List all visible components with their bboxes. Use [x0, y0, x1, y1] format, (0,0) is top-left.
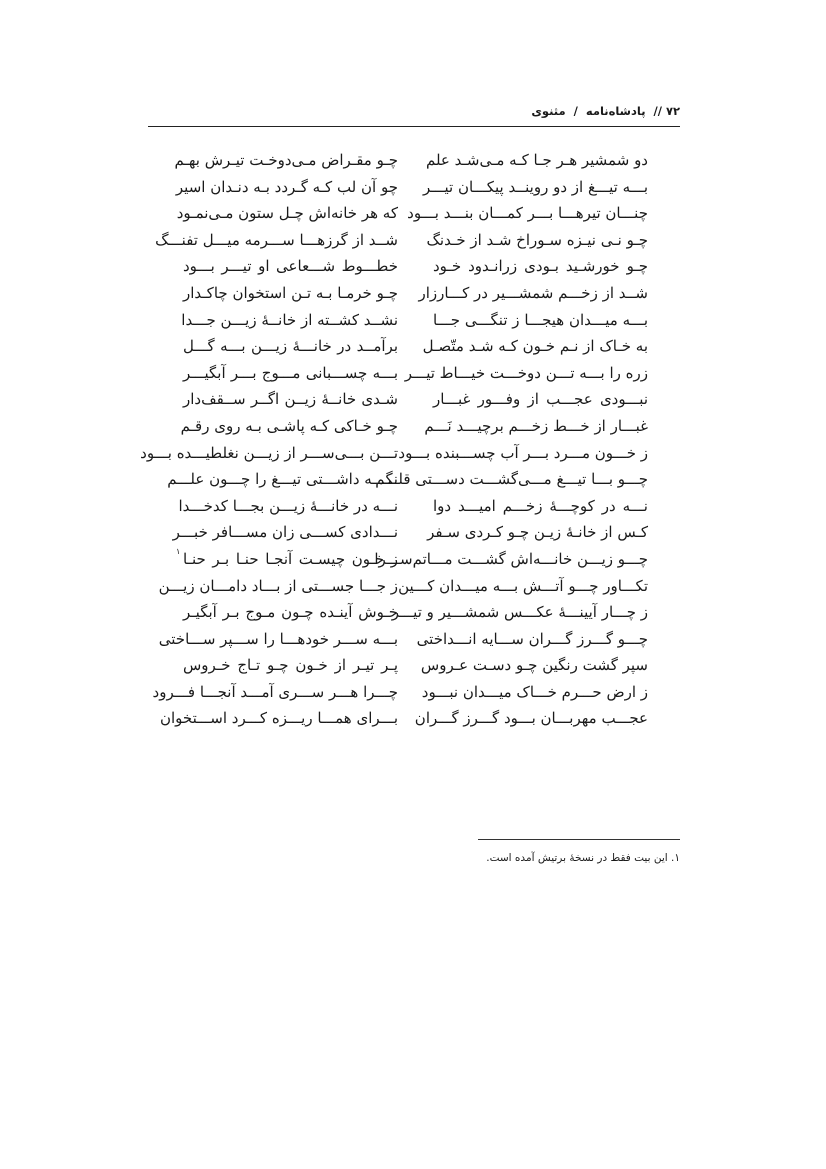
first-hemistich: غبـــار از خـــط زخـــم برچیـــد نَـــم — [424, 416, 648, 435]
second-hemistich: نـــدادی کســـی زان مســـافر خبـــر — [172, 523, 398, 542]
second-hemistich: تـــن بـــی‌ســـر از زیـــن نغلطیـــده بـــود — [140, 443, 398, 462]
couplet — [180, 412, 648, 439]
first-hemistich: سپر گشت رنگین چـو دسـت عـروس — [420, 656, 648, 675]
first-hemistich: بـــه میـــدان هیجـــا ز تنگـــی جـــا — [433, 310, 648, 329]
second-hemistich: شـدی خانــۀ زیــن اگــر ســقف‌دار — [183, 390, 398, 409]
first-hemistich: نـــه در کوچـــۀ زخـــم امیـــد دوا — [433, 496, 648, 515]
second-hemistich: چـــرا هـــر ســـری آمـــد آنجـــا فـــرود — [152, 682, 398, 701]
first-hemistich: عجـــب مهربـــان بـــود گـــرز گـــران — [414, 709, 648, 728]
first-hemistich: به خـاک از نـم خـون کـه شـد متّصـل — [422, 337, 648, 356]
couplet — [167, 465, 648, 492]
second-hemistich: ز خـون چیسـت آنجـا حنـا بـر حنـا — [183, 549, 398, 568]
first-hemistich: چـــو بـــا تیـــغ مـــی‌گشـــت دســـتی قلـــم — [375, 470, 648, 489]
second-hemistich: برآمــد در خانـــۀ زیـــن بـــه گـــل — [183, 337, 398, 356]
couplet — [178, 492, 648, 519]
first-hemistich: چـو نـی نیـزه سـوراخ شـد از خـدنگ — [426, 230, 648, 249]
couplet — [140, 439, 648, 466]
second-hemistich: شــد از گرزهـــا ســـرمه میـــل تفنـــگ — [155, 230, 398, 249]
first-hemistich: دو شمشیر هـر جـا کـه مـی‌شـد علم — [425, 151, 648, 169]
first-hemistich: بـــه تیـــغ از دو روینــد پیکـــان تیـــر — [423, 177, 648, 196]
first-hemistich: ز چـــار آیینـــۀ عکـــس شمشـــیر و تیـــر — [391, 603, 648, 622]
couplet — [183, 359, 648, 386]
couplet — [174, 146, 648, 173]
header-separator: // — [653, 104, 662, 118]
page-number: ۷۲ — [665, 104, 680, 118]
second-hemistich: ز جـــا جســـتی از بـــاد دامـــان زیـــن — [158, 576, 398, 595]
second-hemistich: نشــد کشــته از خانــۀ زیـــن جـــدا — [181, 310, 398, 329]
footnote-divider — [478, 839, 680, 840]
couplet — [172, 518, 648, 545]
couplet — [183, 279, 648, 306]
second-hemistich: نـــه در خانـــۀ زیـــن بجـــا کدخـــدا — [178, 496, 398, 515]
couplet — [176, 545, 648, 572]
footnote-reference: ۱ — [176, 546, 181, 556]
first-hemistich: چنـــان تیرهـــا بـــر کمـــان بنـــد بـــود — [407, 204, 648, 223]
second-hemistich: بـــرای همـــا ریـــزه کـــرد اســـتخوان — [159, 709, 398, 728]
couplet — [159, 704, 648, 731]
second-hemistich: چـو خرمـا بـه تـن استخوان چاکـدار — [183, 283, 398, 302]
couplet — [183, 651, 648, 678]
second-hemistich: بـــه چســـبانی مـــوج بـــر آبگیـــر — [183, 363, 398, 382]
couplet — [183, 332, 648, 359]
book-title: پادشاه‌نامه — [585, 104, 646, 118]
running-header-text — [527, 104, 680, 118]
footnote: ۱. این بیت فقط در نسخۀ برتیش آمده است. — [486, 852, 680, 864]
second-hemistich: بـــه ســـر خودهـــا را ســـپر ســـاختی — [158, 629, 398, 648]
second-hemistich: چـو مقـراض مـی‌دوخـت تیـرش بهـم — [174, 151, 398, 169]
first-hemistich: تکـــاور چـــو آتـــش بـــه میـــدان کـــین — [398, 576, 648, 595]
couplet — [158, 572, 648, 599]
second-hemistich: خـوش آینـده چـون مـوج بـر آبگیـر — [183, 603, 398, 622]
first-hemistich: چـو خورشـید بـودی زرانـدود خـود — [433, 257, 648, 276]
first-hemistich: چـــو زیـــن خانـــه‌اش گشـــت مـــاتم‌ســـرا — [374, 549, 648, 568]
second-hemistich: پـر تیـر از خـون چـو تـاج خـروس — [183, 656, 398, 675]
second-hemistich: چو آن لب کـه گـردد بـه دنـدان اسیر — [175, 177, 398, 196]
header-separator: / — [573, 104, 578, 118]
first-hemistich: زره را بـــه تـــن دوخـــت خیـــاط تیـــر — [404, 363, 648, 382]
first-hemistich: ز ارض حـــرم خـــاک میـــدان نبـــود — [421, 682, 648, 701]
second-hemistich: که هر خانه‌اش چـل ستون مـی‌نمـود — [176, 204, 398, 223]
couplet — [183, 598, 648, 625]
section-title: مثنوی — [531, 104, 566, 118]
couplet — [183, 385, 648, 412]
poem-body — [140, 146, 648, 731]
second-hemistich: نگـــه داشـــتی تیـــغ را چـــون علـــم — [167, 470, 398, 489]
couplet — [176, 199, 648, 226]
couplet — [158, 625, 648, 652]
second-hemistich: چـو خـاکی کـه پاشـی بـه روی رقـم — [180, 416, 398, 435]
couplet — [175, 173, 648, 200]
first-hemistich: نبـــودی عجـــب از وفـــور غبـــار — [433, 390, 648, 409]
couplet — [155, 226, 648, 253]
couplet — [183, 306, 648, 333]
couplet — [183, 252, 648, 279]
first-hemistich: شــد از زخـــم شمشـــیر در کـــارزار — [418, 283, 648, 302]
running-header — [148, 100, 680, 127]
couplet — [152, 678, 648, 705]
first-hemistich: کـس از خانـۀ زیـن چـو کـردی سـفر — [427, 523, 648, 542]
first-hemistich: چـــو گـــرز گـــران ســـایه انـــداختی — [416, 629, 648, 648]
second-hemistich: خطـــوط شـــعاعی او تیـــر بـــود — [183, 257, 398, 276]
first-hemistich: ز خـــون مـــرد بـــر آب چســـبنده بـــود — [398, 443, 648, 462]
